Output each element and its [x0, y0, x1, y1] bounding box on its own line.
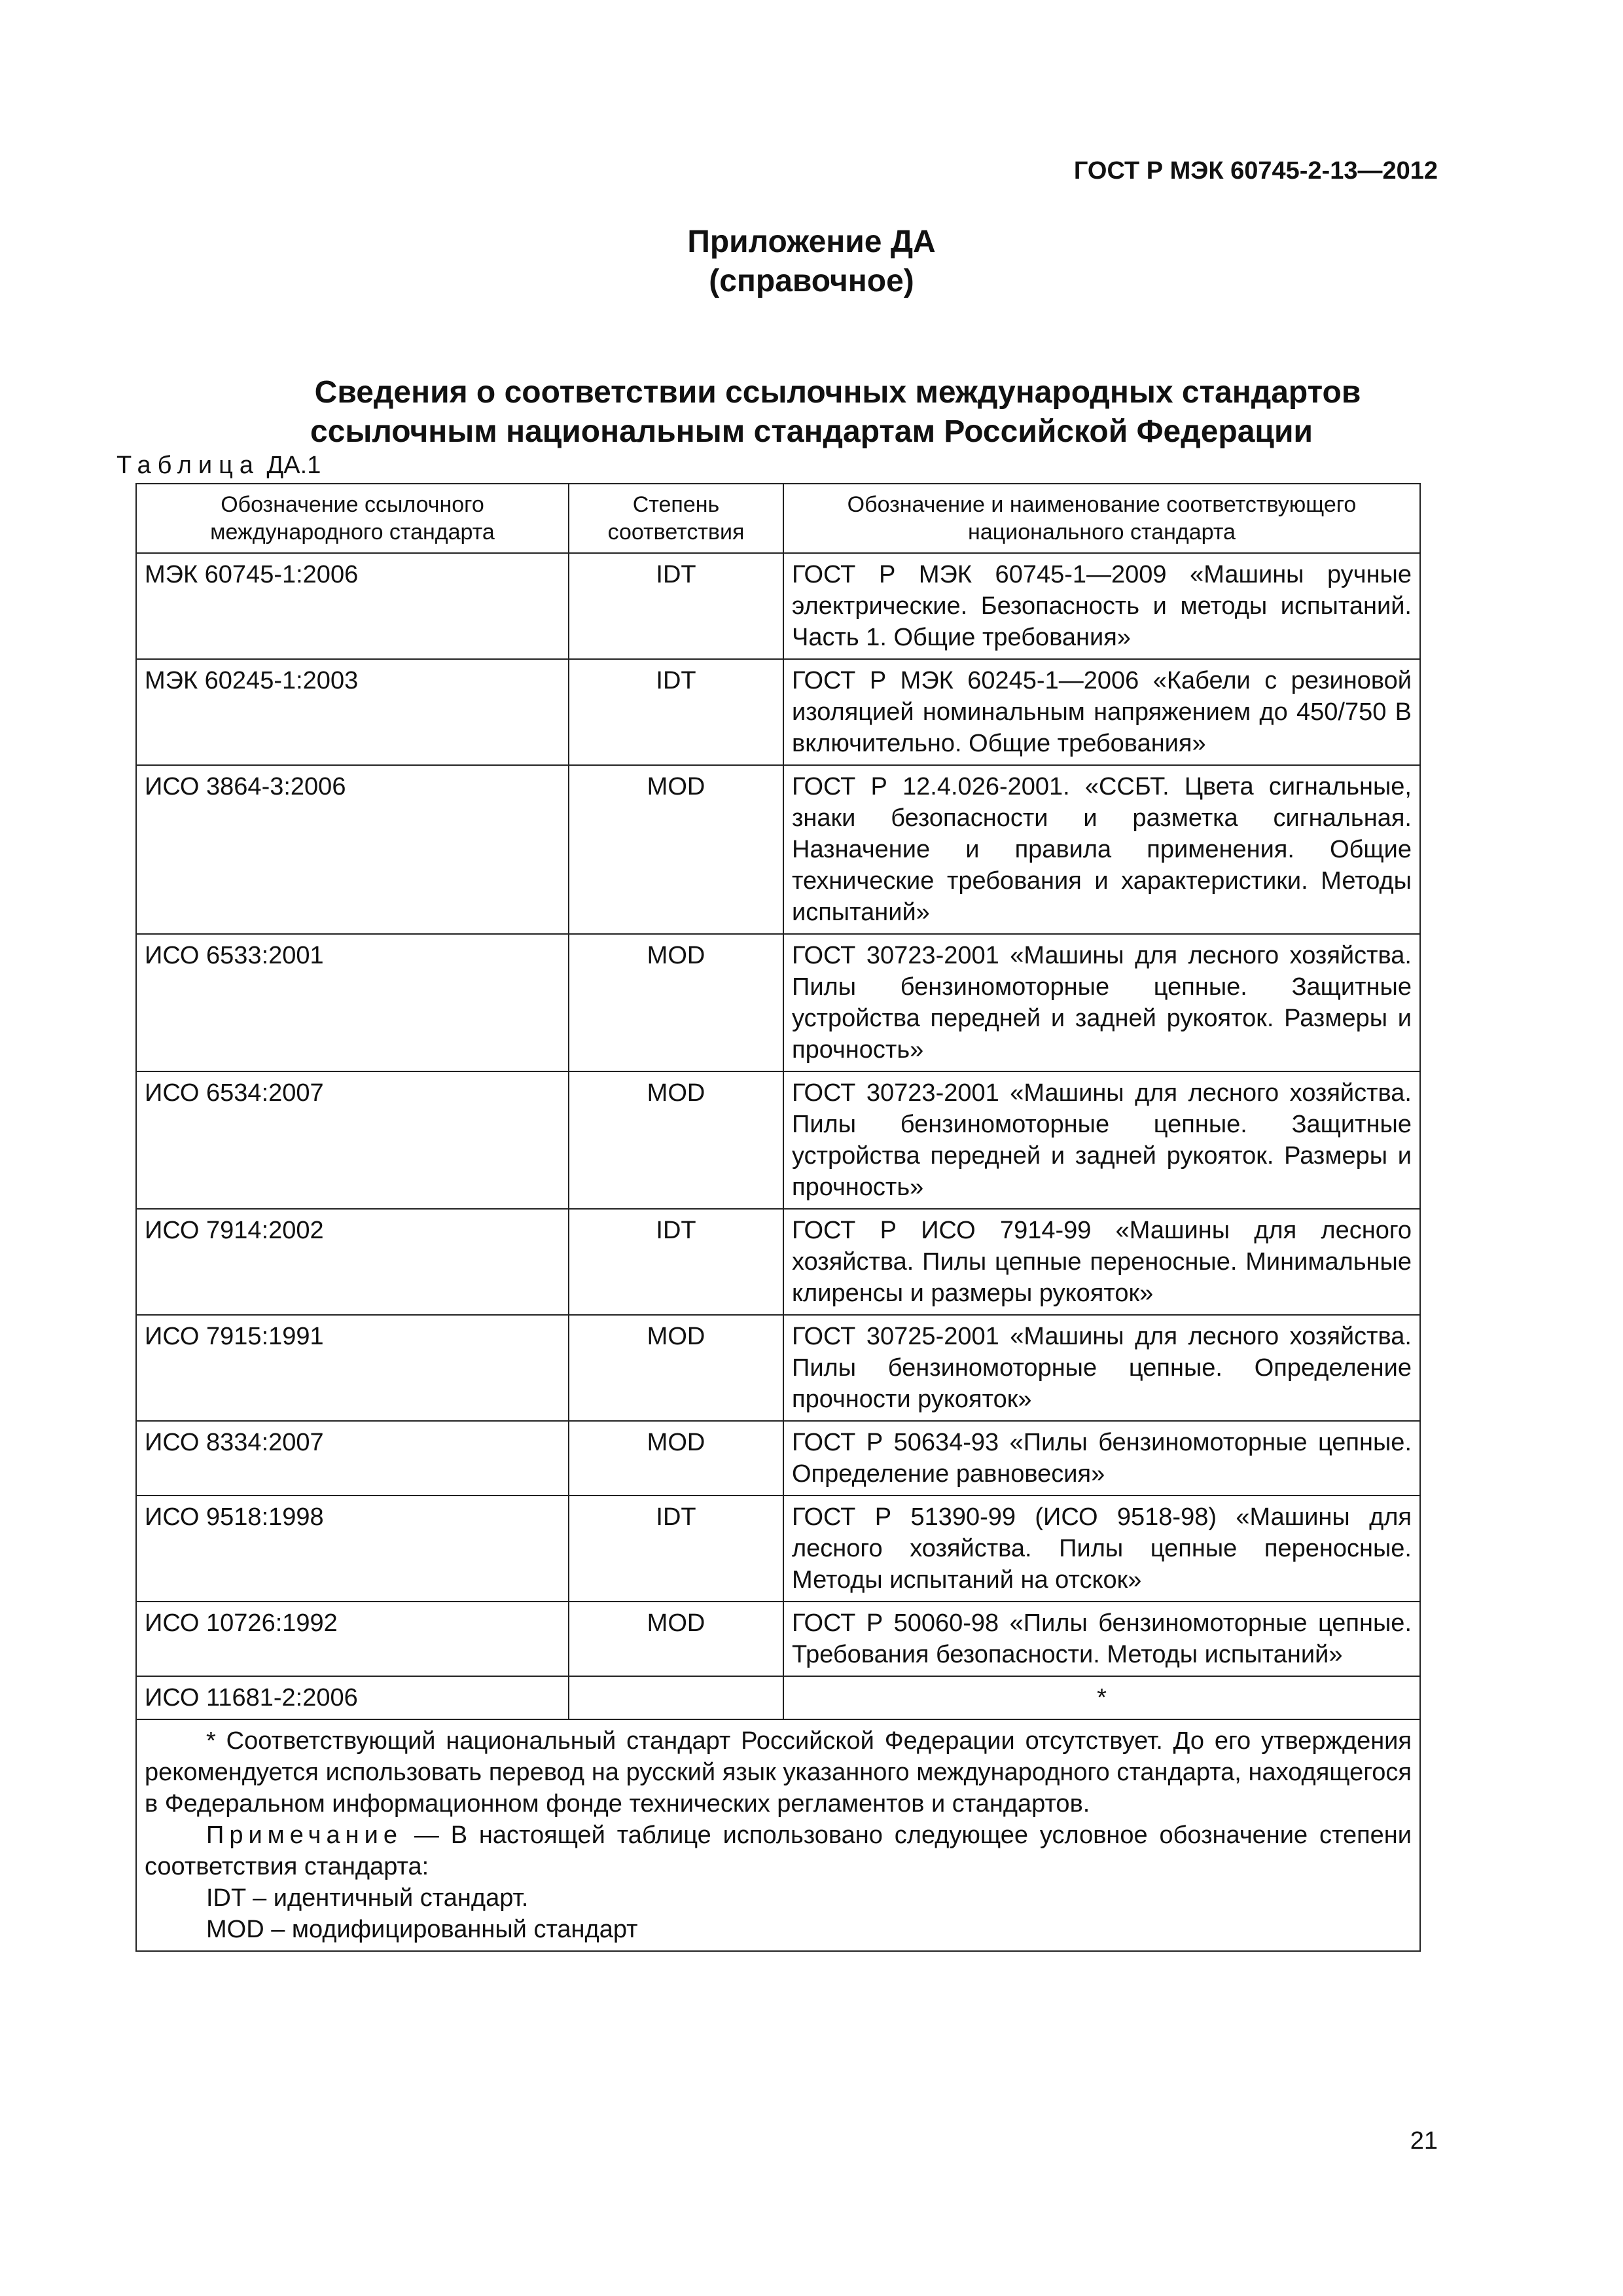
cell-national-standard: ГОСТ Р 12.4.026-2001. «ССБТ. Цвета сигнальные, знаки безопасности и разметка сигнальная. Назначение и правила применения. Общие технические требования и характеристики. Методы испытаний»	[783, 765, 1420, 934]
cell-national-standard: ГОСТ Р МЭК 60745-1—2009 «Машины ручные электрические. Безопасность и методы испытаний. Часть 1. Общие требования»	[783, 553, 1420, 659]
cell-international-standard: ИСО 6534:2007	[136, 1071, 569, 1209]
cell-degree: MOD	[569, 934, 783, 1071]
table-footnote: * Соответствующий национальный стандарт Российской Федерации отсутствует. До его утверждения рекомендуется использовать перевод на русский язык указанного международного стандарта, находящегося в Федеральном информационном фонде технических регламентов и стандартов.	[145, 1727, 1412, 1818]
cell-national-standard: ГОСТ Р 50060-98 «Пилы бензиномоторные цепные. Требования безопасности. Методы испытаний»	[783, 1602, 1420, 1676]
table-caption-word: Таблица	[116, 452, 260, 479]
cell-degree	[569, 1676, 783, 1719]
cell-national-standard: ГОСТ 30723-2001 «Машины для лесного хозяйства. Пилы бензиномоторные цепные. Защитные устройства передней и задней рукояток. Размеры и прочность»	[783, 934, 1420, 1071]
cell-national-standard: ГОСТ Р 51390-99 (ИСО 9518-98) «Машины для лесного хозяйства. Пилы цепные переносные. Методы испытаний на отскок»	[783, 1496, 1420, 1602]
page-number: 21	[1410, 2127, 1438, 2155]
cell-international-standard: ИСО 10726:1992	[136, 1602, 569, 1676]
table-header-row	[136, 484, 1420, 553]
cell-degree: IDT	[569, 1496, 783, 1602]
standards-correspondence-table	[135, 483, 1421, 1952]
table-row	[136, 1496, 1420, 1602]
cell-national-standard: ГОСТ 30725-2001 «Машины для лесного хозяйства. Пилы бензиномоторные цепные. Определение прочности рукояток»	[783, 1315, 1420, 1421]
cell-international-standard: МЭК 60245-1:2003	[136, 659, 569, 765]
section-heading	[0, 373, 1623, 452]
cell-national-standard: ГОСТ Р 50634-93 «Пилы бензиномоторные цепные. Определение равновесия»	[783, 1421, 1420, 1496]
legend-idt: IDT – идентичный стандарт.	[206, 1884, 529, 1912]
cell-national-standard: ГОСТ Р МЭК 60245-1—2006 «Кабели с резиновой изоляцией номинальным напряжением до 450/750 В включительно. Общие требования»	[783, 659, 1420, 765]
table-notes-cell	[136, 1719, 1420, 1951]
table-row	[136, 1315, 1420, 1421]
cell-degree: MOD	[569, 765, 783, 934]
appendix-title-block	[0, 223, 1623, 301]
appendix-subtitle: (справочное)	[709, 264, 914, 298]
heading-line-2: ссылочным национальным стандартам Российской Федерации	[310, 414, 1313, 449]
table-row	[136, 1071, 1420, 1209]
appendix-title: Приложение ДА	[687, 224, 936, 259]
cell-national-standard: ГОСТ 30723-2001 «Машины для лесного хозяйства. Пилы бензиномоторные цепные. Защитные устройства передней и задней рукояток. Размеры и прочность»	[783, 1071, 1420, 1209]
note-heading: Примечание	[206, 1821, 402, 1849]
table-row	[136, 1209, 1420, 1315]
column-header-national: Обозначение и наименование соответствующего национального стандарта	[783, 484, 1420, 553]
cell-degree: IDT	[569, 553, 783, 659]
table-row	[136, 1421, 1420, 1496]
column-header-degree: Степень соответствия	[569, 484, 783, 553]
cell-degree: MOD	[569, 1071, 783, 1209]
cell-national-standard: *	[783, 1676, 1420, 1719]
column-header-international: Обозначение ссылочного международного стандарта	[136, 484, 569, 553]
cell-international-standard: ИСО 9518:1998	[136, 1496, 569, 1602]
cell-international-standard: ИСО 3864-3:2006	[136, 765, 569, 934]
cell-international-standard: ИСО 11681-2:2006	[136, 1676, 569, 1719]
note-text: — В настоящей таблице использовано следующее условное обозначение степени соответствия стандарта:	[145, 1821, 1412, 1880]
table-row	[136, 659, 1420, 765]
table-row	[136, 765, 1420, 934]
legend-mod: MOD – модифицированный стандарт	[206, 1916, 638, 1943]
table-note	[145, 1820, 1412, 1882]
cell-international-standard: ИСО 7914:2002	[136, 1209, 569, 1315]
cell-international-standard: ИСО 8334:2007	[136, 1421, 569, 1496]
cell-degree: MOD	[569, 1602, 783, 1676]
table-caption-number: ДА.1	[260, 452, 321, 479]
cell-national-standard: ГОСТ Р ИСО 7914-99 «Машины для лесного хозяйства. Пилы цепные переносные. Минимальные клиренсы и размеры рукояток»	[783, 1209, 1420, 1315]
table-row	[136, 934, 1420, 1071]
cell-degree: MOD	[569, 1421, 783, 1496]
heading-line-1: Сведения о соответствии ссылочных международных стандартов	[314, 375, 1361, 410]
table-caption	[116, 452, 321, 480]
table-row	[136, 1676, 1420, 1719]
table-notes-row	[136, 1719, 1420, 1951]
cell-international-standard: ИСО 6533:2001	[136, 934, 569, 1071]
cell-international-standard: МЭК 60745-1:2006	[136, 553, 569, 659]
cell-degree: IDT	[569, 659, 783, 765]
table-row	[136, 1602, 1420, 1676]
cell-degree: IDT	[569, 1209, 783, 1315]
cell-international-standard: ИСО 7915:1991	[136, 1315, 569, 1421]
cell-degree: MOD	[569, 1315, 783, 1421]
document-code: ГОСТ Р МЭК 60745-2-13—2012	[1073, 157, 1438, 185]
table-row	[136, 553, 1420, 659]
